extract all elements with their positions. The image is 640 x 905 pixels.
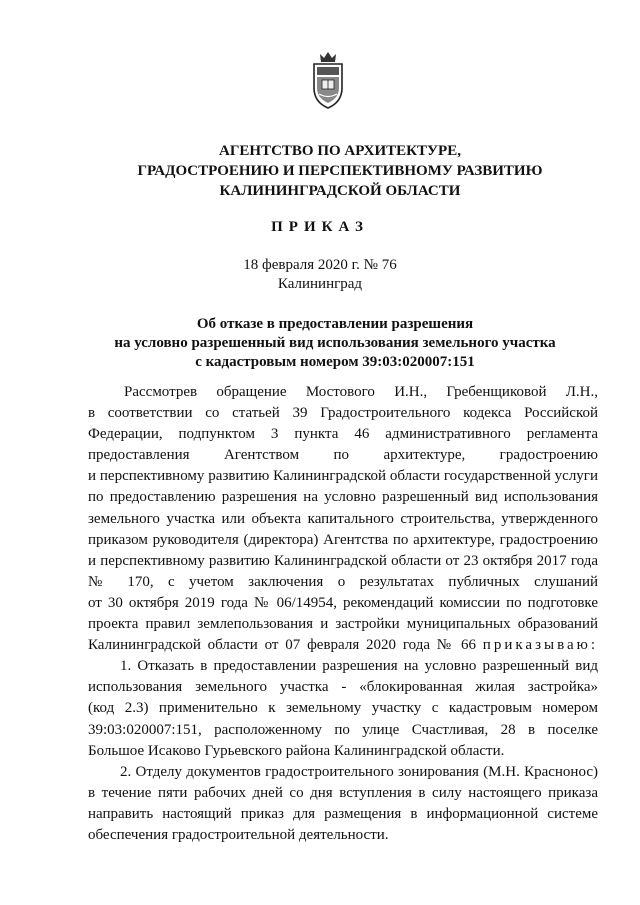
preamble-line: по предоставлению разрешения на условно разрешенный вид использования	[88, 489, 598, 506]
preamble-line: в соответствии со статьей 39 Градостроительного кодекса Российской	[88, 405, 598, 422]
agency-name-line-2: ГРАДОСТРОЕНИЮ И ПЕРСПЕКТИВНОМУ РАЗВИТИЮ	[137, 163, 543, 179]
item-1-line: 1. Отказать в предоставлении разрешения на условно разрешенный вид	[120, 658, 598, 675]
order-city: Калининград	[277, 276, 363, 292]
item-2-line: 2. Отделу документов градостроительного зонирования (М.Н. Краснонос)	[120, 763, 598, 780]
item-1-line: 39:03:020007:151, расположенному по улице Счастливая, 28 в поселке	[88, 721, 598, 738]
order-subject	[30, 315, 640, 372]
item-2-line: в течение пяти рабочих дней со дня вступления в силу настоящего приказа	[88, 784, 598, 801]
coat-of-arms-emblem	[308, 50, 348, 110]
preamble-line: предоставления Агентством по архитектуре, градостроению	[88, 447, 598, 464]
subject-line-2: на условно разрешенный вид использования земельного участка	[114, 335, 556, 351]
item-2-line: обеспечения градостроительной деятельности.	[88, 826, 389, 843]
preamble-line: Калининградской области от 07 февраля 2020 года № 66	[88, 637, 476, 654]
agency-name-line-3: КАЛИНИНГРАДСКОЙ ОБЛАСТИ	[219, 183, 461, 199]
preamble-line: № 170, с учетом заключения о результатах публичных слушаний	[88, 573, 598, 590]
order-title: ПРИКАЗ	[271, 219, 369, 235]
preamble-line: земельного участка или объекта капитального строительства, утвержденного	[88, 510, 598, 527]
order-keyword: приказываю:	[482, 637, 598, 654]
order-date-number: 18 февраля 2020 г. № 76	[243, 257, 397, 273]
preamble-line: и перспективному развитию Калининградской области государственной услуги	[88, 468, 598, 485]
subject-line-1: Об отказе в предоставлении разрешения	[196, 316, 474, 332]
agency-name-line-1: АГЕНТСТВО ПО АРХИТЕКТУРЕ,	[219, 143, 461, 159]
preamble-last-line	[88, 635, 598, 656]
agency-name	[40, 141, 640, 201]
preamble-line: Федерации, подпунктом 3 пункта 46 административного регламента	[88, 426, 598, 443]
preamble-line: приказом руководителя (директора) Агентства по архитектуре, градостроению	[88, 531, 598, 548]
item-1-line: Большое Исаково Гурьевского района Калининградской области.	[88, 742, 505, 759]
item-1-line: использования земельного участка - «блокированная жилая застройка»	[88, 679, 598, 696]
preamble-line: от 30 октября 2019 года № 06/14954, рекомендаций комиссии по подготовке	[88, 594, 598, 611]
subject-line-3: с кадастровым номером 39:03:020007:151	[195, 354, 475, 370]
item-2-line: направить настоящий приказ для размещения в информационной системе	[88, 805, 598, 822]
order-body	[88, 382, 598, 846]
preamble-line: и перспективному развитию Калининградской области от 23 октября 2017 года	[88, 552, 598, 569]
item-1-line: (код 2.3) применительно к земельному участку с кадастровым номером	[88, 700, 598, 717]
preamble-line: проекта правил землепользования и застройки муниципальных образований	[88, 616, 598, 633]
preamble-line: Рассмотрев обращение Мостового И.Н., Гребенщиковой Л.Н.,	[124, 384, 598, 400]
